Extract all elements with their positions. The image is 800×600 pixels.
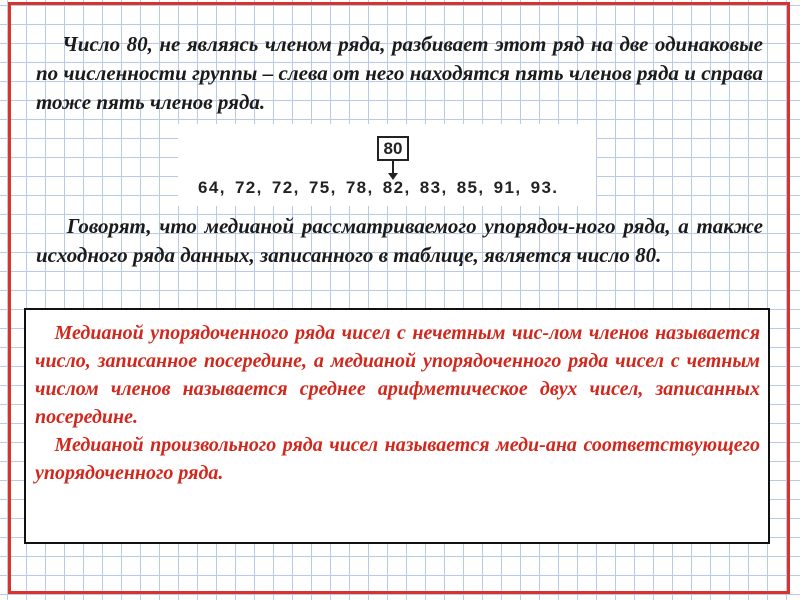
definition-median-ordered: Медианой упорядоченного ряда чисел с нечетным чис-лом членов называется число, записанное посередине, а медианой упорядоченного ряда чисел с четным числом членов называется среднее арифметическое двух чисел, записанных посередине. bbox=[35, 322, 760, 428]
median-paragraph: Говорят, что медианой рассматриваемого упорядоч-ного ряда, а также исходного ряда данных, записанного в таблице, является число 80. bbox=[36, 214, 763, 267]
ordered-series: 64, 72, 72, 75, 78, 82, 83, 85, 91, 93. bbox=[198, 178, 559, 197]
definition-box bbox=[24, 308, 770, 544]
definition-median-arbitrary: Медианой произвольного ряда чисел называется меди-ана соответствующего упорядоченного ряда. bbox=[35, 434, 760, 484]
intro-paragraph: Число 80, не являясь членом ряда, разбивает этот ряд на две одинаковые по численности группы – слева от него находятся пять членов ряда и справа тоже пять членов ряда. bbox=[36, 32, 763, 114]
boxed-number: 80 bbox=[377, 136, 409, 161]
number-series-figure bbox=[178, 124, 596, 206]
definition-text bbox=[35, 319, 760, 487]
